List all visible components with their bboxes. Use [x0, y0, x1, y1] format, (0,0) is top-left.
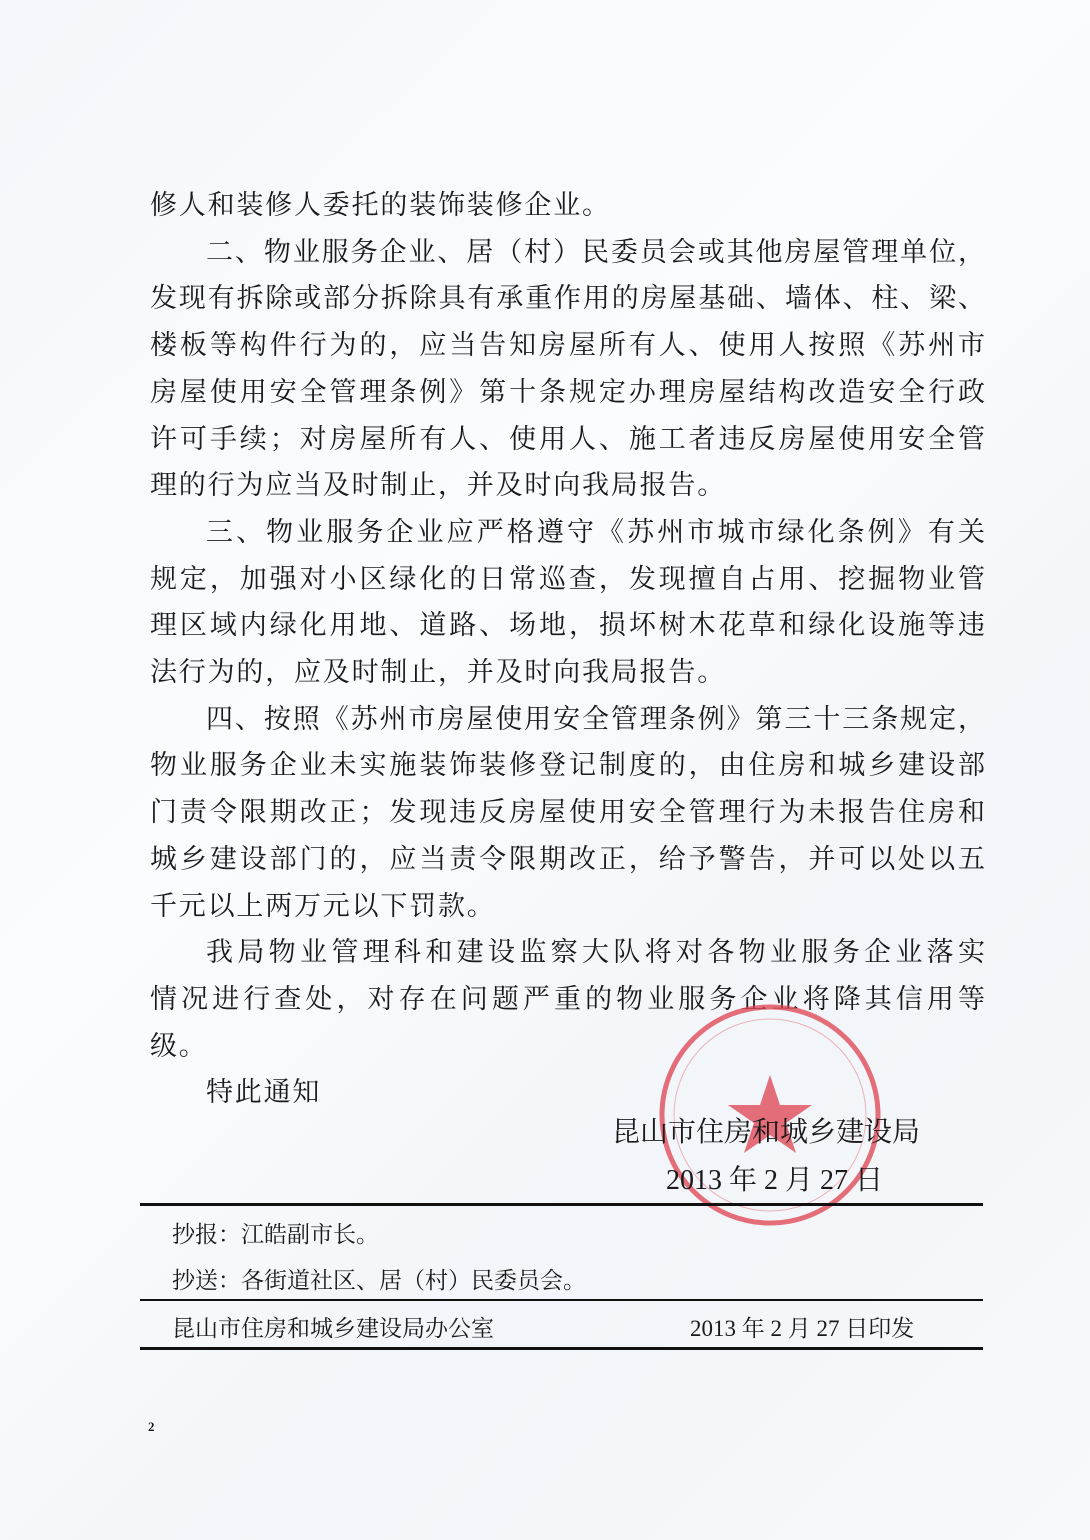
- footer-issued-date: 2013 年 2 月 27 日印发: [690, 1316, 915, 1341]
- body-line: 发现有拆除或部分拆除具有承重作用的房屋基础、墙体、柱、梁、: [150, 283, 985, 314]
- divider: [140, 1347, 983, 1350]
- body-line: 理区域内绿化用地、道路、场地，损坏树木花草和绿化设施等违: [150, 610, 985, 641]
- divider: [140, 1299, 983, 1301]
- body-line: 情况进行查处，对存在问题严重的物业服务企业将降其信用等: [150, 983, 985, 1014]
- body-line: 楼板等构件行为的，应当告知房屋所有人、使用人按照《苏州市: [150, 330, 985, 361]
- body-line: 许可手续；对房屋所有人、使用人、施工者违反房屋使用安全管: [150, 423, 985, 454]
- body-line: 级。: [150, 1030, 208, 1061]
- signature-org: 昆山市住房和城乡建设局: [612, 1117, 921, 1148]
- body-line: 城乡建设部门的，应当责令限期改正，给予警告，并可以处以五: [150, 843, 985, 874]
- body-line: 房屋使用安全管理条例》第十条规定办理房屋结构改造安全行政: [150, 376, 985, 407]
- body-line: 四、按照《苏州市房屋使用安全管理条例》第三十三条规定，: [206, 703, 985, 734]
- cc-report: 抄报：江皓副市长。: [172, 1222, 379, 1247]
- body-line: 修人和装修人委托的装饰装修企业。: [150, 190, 611, 220]
- body-line: 法行为的，应及时制止，并及时向我局报告。: [150, 657, 726, 687]
- signature-date: 2013 年 2 月 27 日: [666, 1165, 884, 1196]
- body-line: 理的行为应当及时制止，并及时向我局报告。: [150, 470, 726, 501]
- body-line: 物业服务企业未实施装饰装修登记制度的，由住房和城乡建设部: [150, 750, 985, 781]
- body-line: 规定，加强对小区绿化的日常巡查，发现擅自占用、挖掘物业管: [150, 563, 985, 594]
- body-line: 千元以上两万元以下罚款。: [150, 890, 496, 921]
- body-line: 我局物业管理科和建设监察大队将对各物业服务企业落实: [206, 937, 985, 968]
- body-line: 特此通知: [206, 1077, 322, 1108]
- body-line: 门责令限期改正；发现违反房屋使用安全管理行为未报告住房和: [150, 797, 985, 828]
- footer-issuer: 昆山市住房和城乡建设局办公室: [172, 1316, 494, 1341]
- cc-send: 抄送：各街道社区、居（村）民委员会。: [172, 1268, 586, 1293]
- body-line: 三、物业服务企业应严格遵守《苏州市城市绿化条例》有关: [206, 516, 985, 547]
- divider: [140, 1203, 983, 1206]
- body-line: 二、物业服务企业、居（村）民委员会或其他房屋管理单位，: [206, 236, 985, 267]
- page-number: 2: [148, 1419, 155, 1434]
